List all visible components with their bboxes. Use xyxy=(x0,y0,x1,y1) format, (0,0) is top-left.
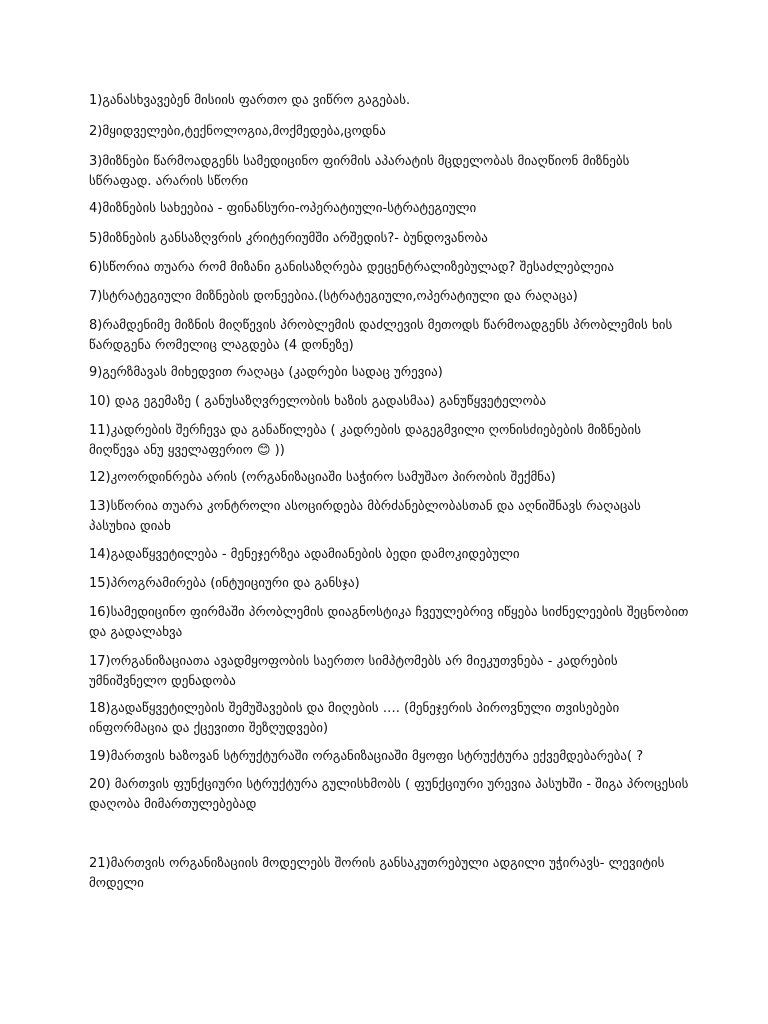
list-item: 17)ორგანიზაციათა ავადმყოფობის საერთო სიმპტომებს არ მიეკუთვნება - კადრების უმნიშვნელო დენადობა xyxy=(89,654,618,689)
list-item: 8)რამდენიმე მიზნის მიღწევის პრობლემის დაძლევის მეთოდს წარმოადგენს პრობლემის ხის წარდგენა რომელიც ლაგდება (4 დონეზე) xyxy=(89,318,673,353)
list-item: 6)სწორია თუარა რომ მიზანი განისაზღრება დეცენტრალიზებულად? შესაძლებლეია xyxy=(89,260,615,275)
list-item: 3)მიზნები წარმოადგენს სამედიცინო ფირმის აპარატის მცდელობას მიაღწიონ მიზნებს სწრაფად. არარის სწორი xyxy=(89,154,630,189)
list-item: 4)მიზნების სახეებია - ფინანსური-ოპერატიული-სტრატეგიული xyxy=(89,201,477,216)
list-item: 20) მართვის ფუნქციური სტრუქტურა გულისხმობს ( ფუნქციური ურევია პასუხში - შიგა პროცესის დაღობა მიმართულებებად xyxy=(89,777,689,812)
list-item: 19)მართვის ხაზოვან სტრუქტურაში ორგანიზაციაში მყოფი სტრუქტურა ექვემდებარება( ? xyxy=(89,749,644,764)
list-item: 2)მყიდველები,ტექნოლოგია,მოქმედება,ცოდნა xyxy=(89,124,386,139)
list-item: 5)მიზნების განსაზღვრის კრიტერიუმში არშედის?- ბუნდოვანობა xyxy=(89,231,488,246)
list-item: 11)კადრების შერჩევა და განაწილება ( კადრების დაგეგმვილი ღონისძიებების მიზნების მიღწევა ანუ ყველაფერიო 😊 )) xyxy=(89,423,642,458)
list-item: 21)მართვის ორგანიზაციის მოდელებს შორის განსაკუთრებული ადგილი უჭირავს- ლევიტის მოდელი xyxy=(89,856,665,891)
list-item: 18)გადაწყვეტილების შემუშავების და მიღების …. (მენეჯერის პიროვნული თვისებები ინფორმაცია და ქცევითი შეზღუდვები) xyxy=(89,701,620,736)
list-item: 15)პროგრამირება (ინტუიციური და განსჯა) xyxy=(89,576,360,591)
list-item: 12)კოორდინრება არის (ორგანიზაციაში საჭირო სამუშაო პირობის შექმნა) xyxy=(89,470,556,485)
list-item: 7)სტრატეგიული მიზნების დონეებია.(სტრატეგიული,ოპერატიული და რაღაცა) xyxy=(89,289,578,304)
list-item: 13)სწორია თუარა კონტროლი ასოცირდება მბრძანებლობასთან და აღნიშნავს რაღაცას პასუხია დიახ xyxy=(89,499,641,534)
list-item: 9)გერზმავას მიხედვით რაღაცა (კადრები სადაც ურევია) xyxy=(89,365,443,380)
list-item: 14)გადაწყვეტილება - მენეჯერზეა ადამიანების ბედი დამოკიდებული xyxy=(89,547,520,562)
list-item: 10) დაგ ეგემაზე ( განუსაზღვრელობის ხაზის გადასმაა) განუწყვეტელობა xyxy=(89,394,547,409)
list-item: 1)განასხვავებენ მისიის ფართო და ვიწრო გაგებას. xyxy=(89,93,411,108)
list-item: 16)სამედიცინო ფირმაში პრობლემის დიაგნოსტიკა ჩვეულებრივ იწყება სიძნელეების შეცნობით და გადალახვა xyxy=(89,605,689,640)
